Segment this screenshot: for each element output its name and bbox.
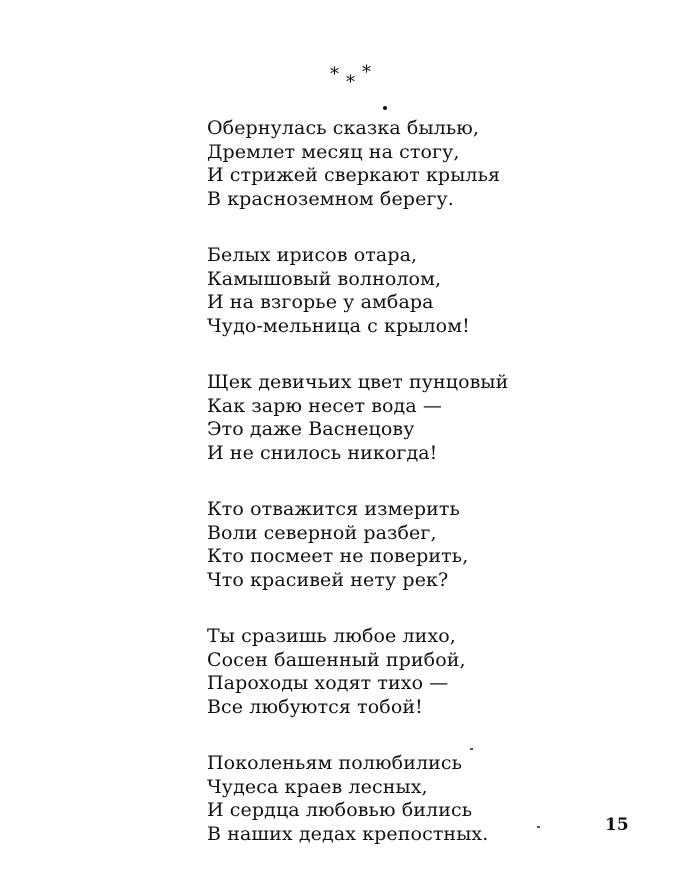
- poem-line: И сердца любовью бились: [207, 799, 473, 821]
- poem-line: Как зарю несет вода —: [207, 394, 443, 417]
- stanza-2: [207, 244, 627, 338]
- section-ornament: [330, 62, 380, 92]
- asterisk: *: [346, 72, 355, 93]
- print-speck: [537, 826, 540, 828]
- poem-line: Ты сразишь любое лихо,: [207, 625, 456, 647]
- poem-line: Дремлет месяц на стогу,: [207, 140, 460, 163]
- asterisk: *: [330, 64, 339, 85]
- poem-line: Поколеньям полюбились: [207, 752, 463, 774]
- poem-line: И на взгорье у амбара: [207, 291, 434, 313]
- poem-line: Пароходы ходят тихо —: [207, 672, 449, 694]
- poem-line: Сосен башенный прибой,: [207, 648, 466, 671]
- stanza-6: [207, 752, 627, 846]
- page-number: 15: [605, 815, 629, 835]
- stanza-4: [207, 498, 627, 592]
- poem-line: И не снилось никогда!: [207, 441, 438, 464]
- poem-line: Что красивей нету рек?: [207, 568, 449, 591]
- poem-line: Кто посмеет не поверить,: [207, 545, 469, 567]
- poem-line: И стрижей сверкают крылья: [207, 164, 501, 186]
- stanza-3: [207, 371, 627, 465]
- poem-line: Чудо-мельница с крылом!: [207, 314, 470, 337]
- ink-dot: [383, 106, 387, 110]
- stanza-5: [207, 625, 627, 719]
- poem-line: Чудеса краев лесных,: [207, 775, 428, 798]
- poem-line: Камышовый волнолом,: [207, 267, 442, 290]
- print-speck: [470, 748, 473, 750]
- poem-line: Обернулась сказка былью,: [207, 117, 480, 139]
- poem-line: Это даже Васнецову: [207, 418, 415, 440]
- poem-line: В наших дедах крепостных.: [207, 822, 489, 845]
- asterisk: *: [362, 62, 371, 83]
- poem-line: Щек девичьих цвет пунцовый: [207, 371, 509, 393]
- poem-line: В краснοземном берегу.: [207, 187, 454, 210]
- stanza-1: [207, 117, 627, 211]
- poem-line: Кто отважится измерить: [207, 498, 460, 520]
- poem-line: Воли северной разбег,: [207, 521, 437, 544]
- poem-line: Все любуются тобой!: [207, 695, 423, 718]
- poem-line: Белых ирисов отара,: [207, 244, 418, 266]
- poem: [207, 117, 627, 879]
